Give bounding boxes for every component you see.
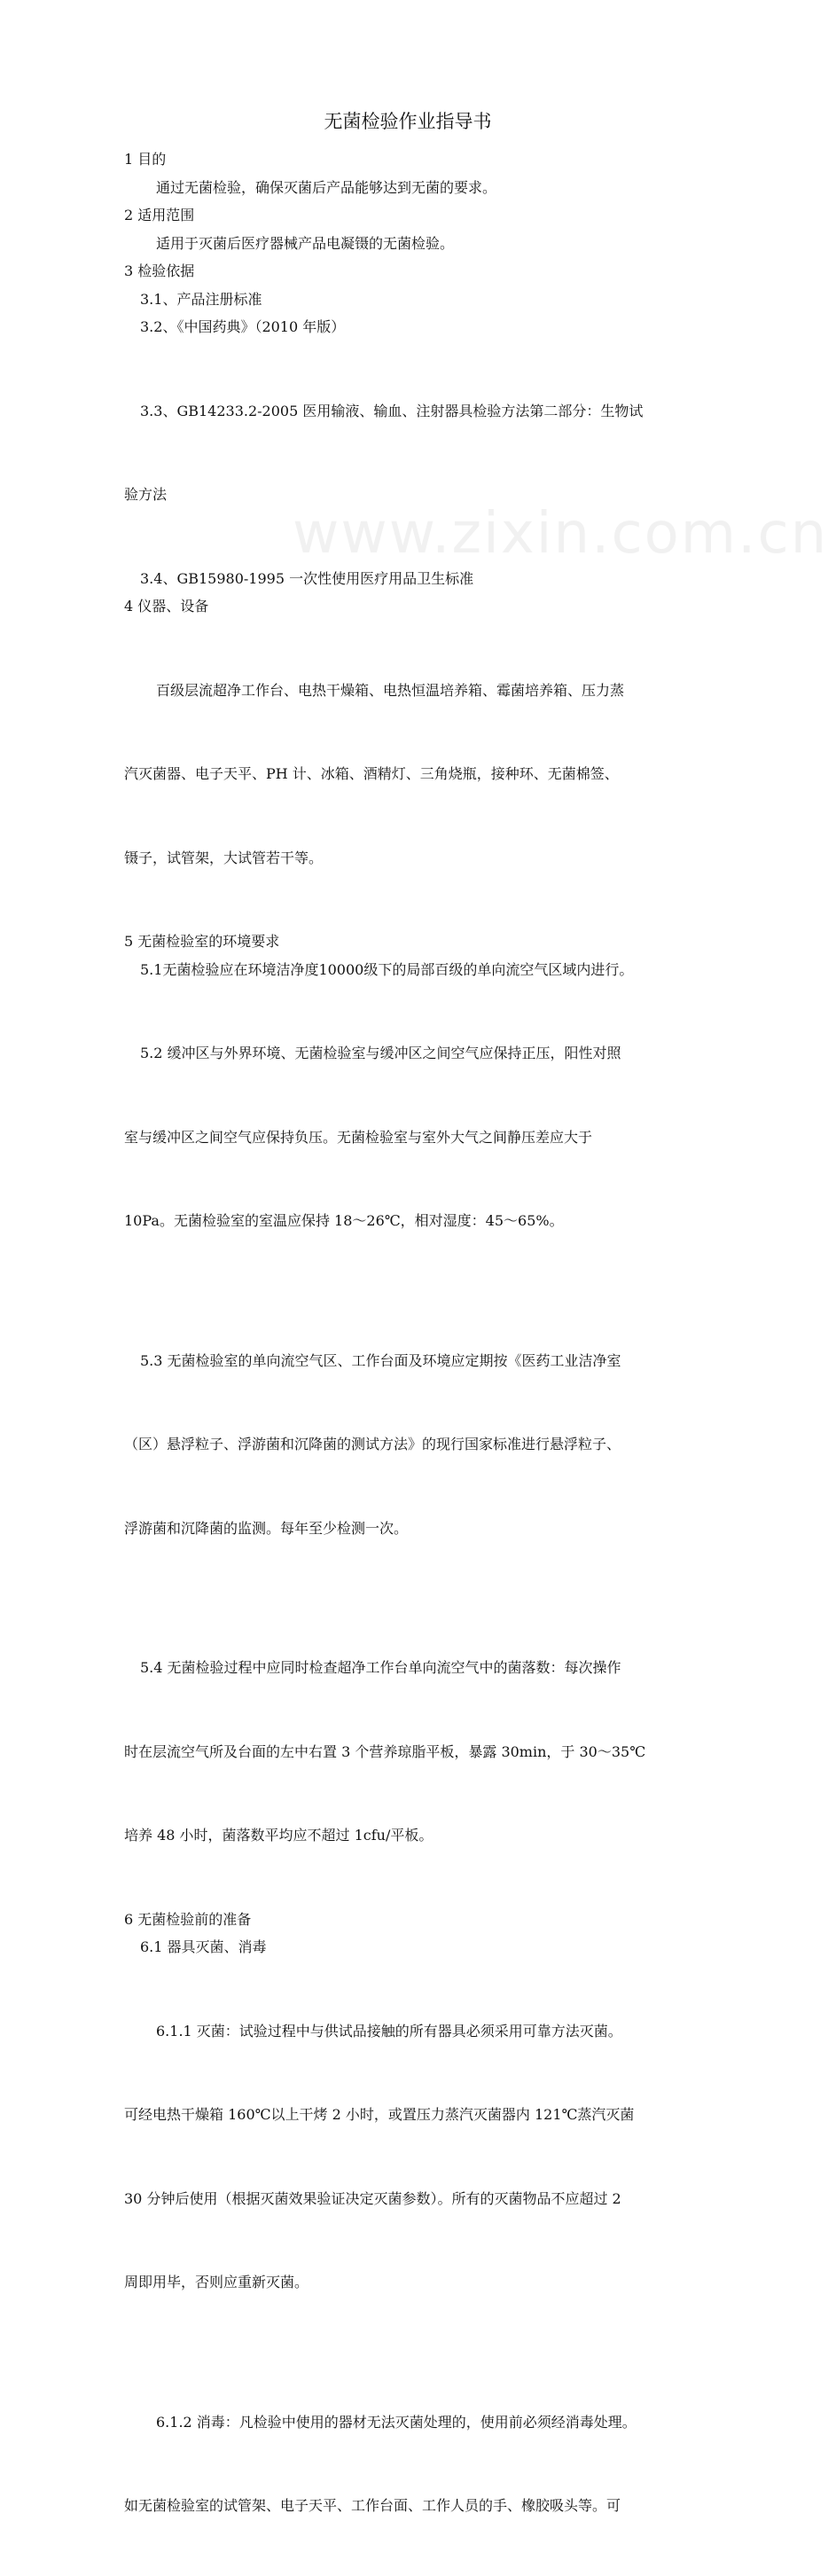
section-5-4-line-2: 时在层流空气所及台面的左中右置 3 个营养琼脂平板，暴露 30min，于 30～35℃ <box>124 1742 646 1760</box>
section-5-3-line-1: 5.3 无菌检验室的单向流空气区、工作台面及环境应定期按《医药工业洁净室 <box>140 1351 621 1369</box>
section-6-1-2 <box>124 2353 700 2576</box>
section-5-3-line-2: （区）悬浮粒子、浮游菌和沉降菌的测试方法》的现行国家标准进行悬浮粒子、 <box>124 1436 621 1452</box>
section-2-body: 适用于灭菌后医疗器械产品电凝镊的无菌检验。 <box>156 234 455 252</box>
section-4-body <box>124 621 700 928</box>
section-5-1: 5.1无菌检验应在环境洁净度10000级下的局部百级的单向流空气区域内进行。 <box>140 960 634 978</box>
section-2-heading: 2 适用范围 <box>124 207 195 223</box>
section-4-line-1: 百级层流超净工作台、电热干燥箱、电热恒温培养箱、霉菌培养箱、压力蒸 <box>156 681 625 699</box>
section-6-1-1-line-3: 30 分钟后使用（根据灭菌效果验证决定灭菌参数）。所有的灭菌物品不应超过 2 <box>124 2189 621 2207</box>
section-1-heading: 1 目的 <box>124 151 167 168</box>
section-1-body: 通过无菌检验，确保灭菌后产品能够达到无菌的要求。 <box>156 178 497 196</box>
section-5-4 <box>124 1598 700 1906</box>
section-6-1-1-line-4: 周即用毕，否则应重新灭菌。 <box>124 2274 309 2290</box>
section-3-heading: 3 检验依据 <box>124 262 195 279</box>
section-3-item-3-line-1: 3.3、GB14233.2-2005 医用输液、输血、注射器具检验方法第二部分：生物试 <box>140 402 644 419</box>
section-5-3 <box>124 1291 700 1599</box>
section-6-1-2-line-1: 6.1.2 消毒：凡检验中使用的器材无法灭菌处理的，使用前必须经消毒处理。 <box>156 2413 637 2431</box>
section-5-4-line-1: 5.4 无菌检验过程中应同时检查超净工作台单向流空气中的菌落数：每次操作 <box>140 1659 621 1676</box>
section-6-1-1-line-1: 6.1.1 灭菌：试验过程中与供试品接触的所有器具必须采用可靠方法灭菌。 <box>156 2022 622 2040</box>
section-4-line-3: 镊子，试管架，大试管若干等。 <box>124 849 324 866</box>
section-3-item-2: 3.2、《中国药典》（2010 年版） <box>140 318 346 335</box>
section-6-1-1 <box>124 1961 700 2353</box>
section-3-item-4: 3.4、GB15980-1995 一次性使用医疗用品卫生标准 <box>140 569 474 587</box>
section-6-1-1-line-2: 可经电热干燥箱 160℃以上干烤 2 小时，或置压力蒸汽灭菌器内 121℃蒸汽灭菌 <box>124 2106 635 2123</box>
document-body <box>124 145 700 2576</box>
section-5-heading: 5 无菌检验室的环境要求 <box>124 933 280 950</box>
section-6-1-2-line-2: 如无菌检验室的试管架、电子天平、工作台面、工作人员的手、橡胶吸头等。可 <box>124 2497 621 2514</box>
section-5-4-line-3: 培养 48 小时，菌落数平均应不超过 1cfu/平板。 <box>124 1827 434 1844</box>
section-6-heading: 6 无菌检验前的准备 <box>124 1910 252 1928</box>
section-5-2-line-1: 5.2 缓冲区与外界环境、无菌检验室与缓冲区之间空气应保持正压，阳性对照 <box>140 1045 621 1061</box>
section-4-line-2: 汽灭菌器、电子天平、PH 计、冰箱、酒精灯、三角烧瓶，接种环、无菌棉签、 <box>124 765 619 782</box>
section-5-2 <box>124 983 700 1291</box>
section-4-heading: 4 仪器、设备 <box>124 598 209 615</box>
section-3-item-3-line-2: 验方法 <box>124 486 168 503</box>
document-title: 无菌检验作业指导书 <box>324 111 492 132</box>
section-5-2-line-3: 10Pa。无菌检验室的室温应保持 18～26℃，相对湿度：45～65%。 <box>124 1212 564 1229</box>
section-6-1: 6.1 器具灭菌、消毒 <box>140 1938 267 1955</box>
watermark: www.zixin.com.cn <box>293 501 828 567</box>
section-5-2-line-2: 室与缓冲区之间空气应保持负压。无菌检验室与室外大气之间静压差应大于 <box>124 1128 593 1146</box>
section-3-item-3 <box>124 341 700 565</box>
section-5-3-line-3: 浮游菌和沉降菌的监测。每年至少检测一次。 <box>124 1519 409 1537</box>
section-3-item-1: 3.1、产品注册标准 <box>140 290 262 308</box>
